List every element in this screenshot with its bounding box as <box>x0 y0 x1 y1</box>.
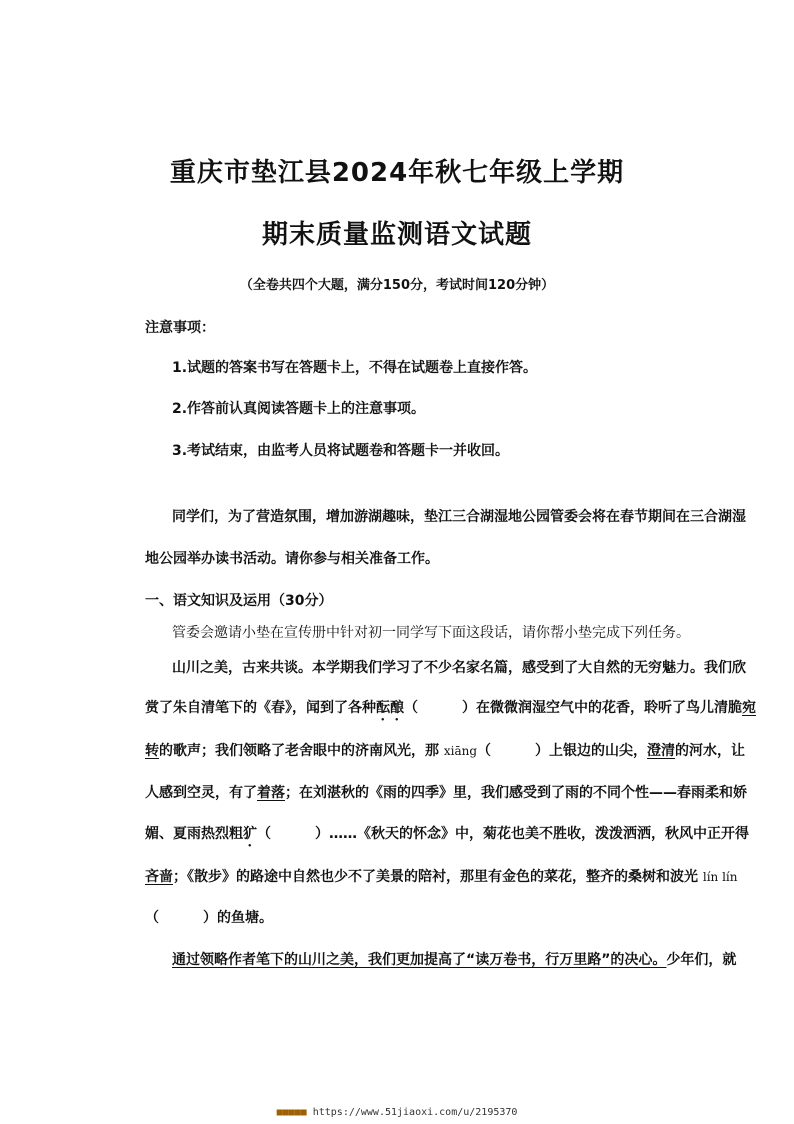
passage-line-1: 山川之美，古来共谈。本学期我们学习了不少名家名篇，感受到了大自然的无穷魅力。我们欣 <box>172 660 746 676</box>
intro-line-2: 地公园举办读书活动。请你参与相关准备工作。 <box>145 551 439 567</box>
note-item-2: 2.作答前认真阅读答题卡上的注意事项。 <box>172 401 426 417</box>
passage-line-4 <box>145 782 747 802</box>
underlined-word: 澄清 <box>647 743 676 759</box>
passage-text: ）……《秋天的怀念》中，菊花也美不胜收，泼泼洒洒，秋风中正开得 <box>315 826 749 842</box>
underlined-word: 吝啬 <box>145 869 173 885</box>
underlined-word: 着落 <box>257 785 285 801</box>
passage-text: 人感到空灵，有了 <box>145 785 257 801</box>
document-title-line-1: 重庆市垫江县2024年秋七年级上学期 <box>169 158 625 188</box>
exam-info-subtitle: （全卷共四个大题，满分150分，考试时间120分钟） <box>239 278 555 293</box>
passage-line-6 <box>145 866 738 886</box>
note-item-1: 1.试题的答案书写在答题卡上，不得在试题卷上直接作答。 <box>172 360 538 376</box>
passage-line-2 <box>145 697 756 724</box>
paren-open: （ <box>145 910 159 926</box>
underlined-word: 转 <box>145 743 159 759</box>
underlined-word: 宛 <box>742 700 756 716</box>
dotted-word: 犷 <box>243 826 257 842</box>
document-title-line-2: 期末质量监测语文试题 <box>261 220 532 250</box>
passage-text: ；在刘湛秋的《雨的四季》里，我们感受到了雨的不同个性——春雨柔和娇 <box>285 785 747 801</box>
passage-text: 少年们，就 <box>666 952 737 968</box>
passage-text: ）在微微润湿空气中的花香，聆听了鸟儿清脆 <box>462 700 742 716</box>
passage-line-5 <box>145 823 749 850</box>
passage-line-7 <box>145 907 273 927</box>
passage-line-8 <box>172 949 736 969</box>
footer-url-link[interactable]: https://www.51jiaoxi.com/u/2195370 <box>312 1107 518 1118</box>
passage-text: 赏了朱自清笔下的《春》，闻到了各种 <box>145 700 376 716</box>
section-1-heading: 一、语文知识及运用（30分） <box>145 593 333 609</box>
passage-text: ）的鱼塘。 <box>203 910 273 926</box>
note-item-3: 3.考试结束，由监考人员将试题卷和答题卡一并收回。 <box>172 443 510 459</box>
intro-line-1: 同学们，为了营造氛围，增加游湖趣味，垫江三合湖湿地公园管委会将在春节期间在三合湖湿 <box>172 509 746 525</box>
underlined-sentence: 通过领略作者笔下的山川之美，我们更加提高了“读万卷书，行万里路”的决心。 <box>172 952 667 968</box>
passage-text: 媚、夏雨热烈粗 <box>145 826 243 842</box>
dotted-word: 酝酿 <box>376 700 404 716</box>
paren-open: （ <box>477 743 492 759</box>
passage-text: ）上银边的山尖， <box>535 743 648 759</box>
notes-heading: 注意事项： <box>145 320 215 336</box>
passage-text: 的歌声；我们领略了老舍眼中的济南风光，那 <box>159 743 439 759</box>
section-1-instruction: 管委会邀请小垫在宣传册中针对初一同学写下面这段话，请你帮小垫完成下列任务。 <box>172 625 690 641</box>
pinyin-prompt: xiāng <box>443 744 478 758</box>
page-footer <box>0 1107 794 1118</box>
paren-open: （ <box>404 700 418 716</box>
passage-line-3 <box>145 740 745 760</box>
passage-text: 的河水，让 <box>675 743 746 759</box>
paren-open: （ <box>257 826 271 842</box>
passage-text: ；《散步》的路途中自然也少不了美景的陪衬，那里有金色的菜花，整齐的桑树和波光 <box>173 869 698 885</box>
pinyin-prompt: lín lín <box>702 870 738 884</box>
footer-mark: ■■■■■ <box>276 1107 307 1118</box>
